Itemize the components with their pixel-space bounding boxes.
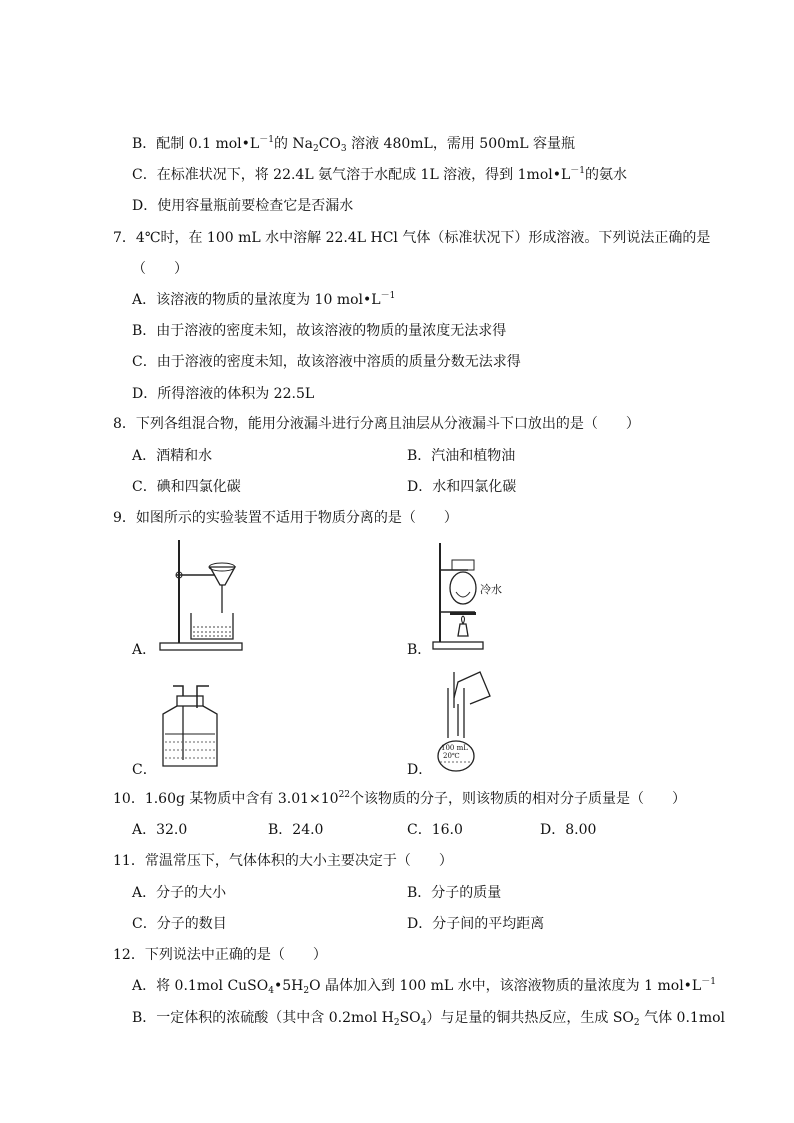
- fig-d-volume-label: 100 mL: [441, 744, 468, 752]
- q10-option-a: A．32.0: [132, 822, 188, 838]
- q8-option-c: C．碘和四氯化碳: [132, 479, 241, 495]
- q11-option-b: B．分子的质量: [407, 885, 502, 901]
- q8-option-d: D．水和四氯化碳: [407, 479, 517, 495]
- q10-option-b: B．24.0: [268, 822, 324, 838]
- q11-stem: 11．常温常压下，气体体积的大小主要决定于（ ）: [113, 853, 453, 869]
- q7-option-c: C．由于溶液的密度未知，故该溶液中溶质的质量分数无法求得: [132, 354, 521, 370]
- fig-d-temp-label: 20℃: [443, 752, 460, 760]
- q10-stem: 10．1.60g 某物质中含有 $3.01\times 10^{22}$个该物质的分子，则该物质的相对分子质量是（ ）: [113, 790, 687, 807]
- fig-b-cold-water-label: 冷水: [480, 583, 502, 596]
- q9-label-d: D．: [407, 762, 433, 778]
- q8-stem: 8．下列各组混合物，能用分液漏斗进行分离且油层从分液漏斗下口放出的是（ ）: [113, 416, 640, 432]
- prev-option-b: B．配制 0.1 $mol•L^{-1}$的 $Na_2CO_3$ 溶液 480mL，需用 500mL 容量瓶: [132, 135, 576, 154]
- q10-option-c: C．16.0: [407, 822, 463, 838]
- q9-label-b: B．: [407, 642, 432, 658]
- q8-option-a: A．酒精和水: [132, 448, 213, 464]
- q7-option-b: B．由于溶液的密度未知，故该溶液的物质的量浓度无法求得: [132, 323, 507, 339]
- q12-option-a: A．将 0.1mol $CuSO_4•5H_2O$ 晶体加入到 100 mL 水中，该溶液物质的量浓度为 1 $mol•L^{-1}$: [132, 977, 716, 996]
- q12-stem: 12．下列说法中正确的是（ ）: [113, 947, 327, 963]
- q10-option-d: D．8.00: [540, 822, 597, 838]
- q11-option-d: D．分子间的平均距离: [407, 916, 545, 932]
- q11-option-a: A．分子的大小: [132, 885, 227, 901]
- q7-answer-paren: （ ）: [132, 261, 188, 277]
- q11-option-c: C．分子的数目: [132, 916, 227, 932]
- figure-c-gas-bottle: [155, 682, 225, 770]
- q7-option-a: A．该溶液的物质的量浓度为 10 $mol•L^{-1}$: [132, 291, 396, 308]
- q9-label-c: C．: [132, 762, 157, 778]
- prev-option-c: C．在标准状况下，将 22.4L 氨气溶于水配成 1L 溶液，得到 $1mol•L^{-1}$的氨水: [132, 166, 628, 183]
- q7-option-d: D．所得溶液的体积为 22.5L: [132, 386, 315, 402]
- prev-option-d: D．使用容量瓶前要检查它是否漏水: [132, 198, 354, 214]
- q7-stem: 7．4℃时，在 100 mL 水中溶解 22.4L HCl 气体（标准状况下）形成溶液。下列说法正确的是: [113, 230, 711, 246]
- q9-stem: 9．如图所示的实验装置不适用于物质分离的是（ ）: [113, 510, 458, 526]
- q8-option-b: B．汽油和植物油: [407, 448, 516, 464]
- figure-d-volumetric-flask: [428, 668, 508, 776]
- q9-label-a: A．: [132, 642, 157, 658]
- q12-option-b: B．一定体积的浓硫酸（其中含 0.2mol $H_2SO_4$）与足量的铜共热反应，生成 $SO_2$ 气体 0.1mol: [132, 1010, 726, 1028]
- figure-a-filtration: [155, 535, 250, 653]
